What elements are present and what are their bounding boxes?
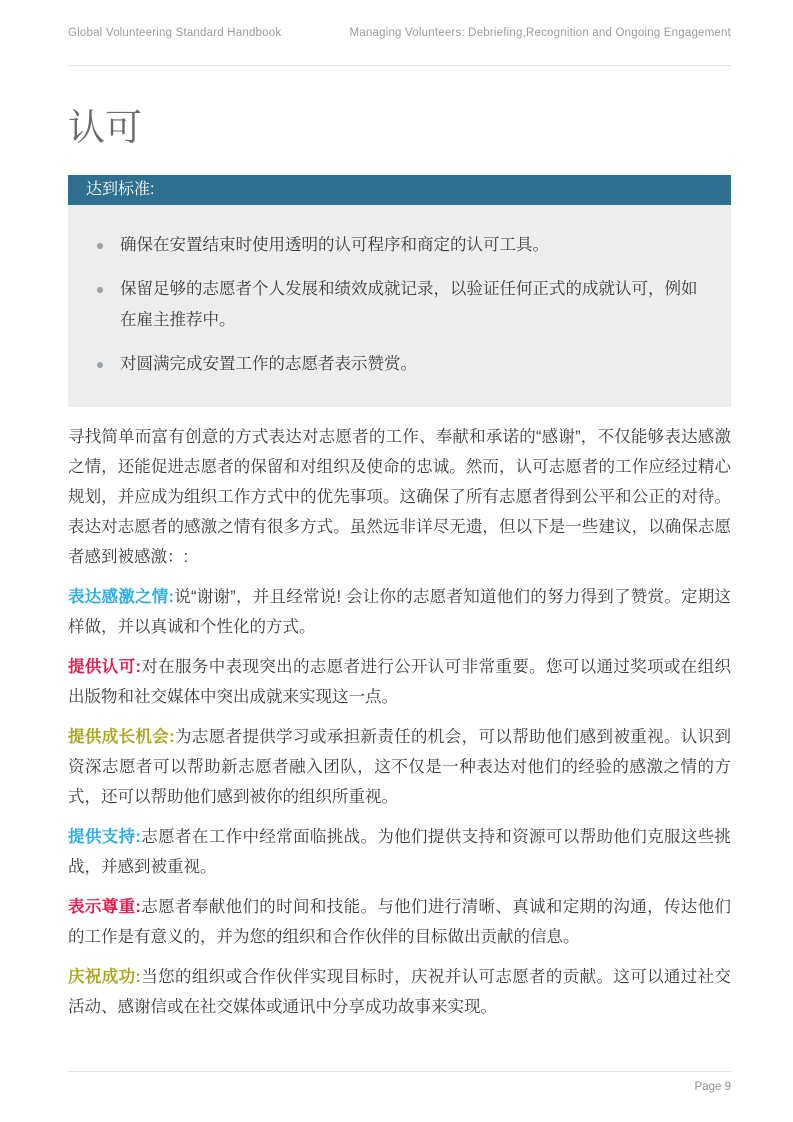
suggestion-text: 为志愿者提供学习或承担新责任的机会，可以帮助他们感到被重视。认识到资深志愿者可以帮助新志愿者融入团队，这不仅是一种表达对他们的经验的感激之情的方式，还可以帮助他们感到被你的组织所重视。 bbox=[68, 728, 732, 806]
suggestion-paragraph bbox=[68, 582, 731, 642]
body-content bbox=[68, 422, 731, 1022]
page-title: 认可 bbox=[68, 108, 142, 149]
suggestion-paragraph bbox=[68, 722, 731, 812]
chapter-title: Managing Volunteers: Debriefing,Recognition and Ongoing Engagement bbox=[349, 27, 731, 39]
list-item bbox=[88, 349, 701, 380]
suggestion-label: 提供认可: bbox=[68, 658, 141, 676]
standards-body bbox=[68, 205, 731, 407]
handbook-title: Global Volunteering Standard Handbook bbox=[68, 27, 282, 39]
bullet-icon bbox=[97, 362, 103, 368]
list-item bbox=[88, 274, 701, 336]
suggestion-paragraph bbox=[68, 652, 731, 712]
suggestion-text: 志愿者在工作中经常面临挑战。为他们提供支持和资源可以帮助他们克服这些挑战，并感到被重视。 bbox=[68, 828, 732, 876]
suggestion-text: 对在服务中表现突出的志愿者进行公开认可非常重要。您可以通过奖项或在组织出版物和社交媒体中突出成就来实现这一点。 bbox=[68, 658, 732, 706]
page-number: Page 9 bbox=[694, 1081, 731, 1093]
suggestion-paragraph bbox=[68, 892, 731, 952]
standards-heading-bar bbox=[68, 175, 731, 205]
bullet-icon bbox=[97, 287, 103, 293]
bullet-icon bbox=[97, 243, 103, 249]
suggestion-paragraph bbox=[68, 822, 731, 882]
suggestion-paragraph bbox=[68, 962, 731, 1022]
standards-heading: 达到标准: bbox=[86, 181, 155, 198]
header-divider bbox=[68, 65, 731, 66]
standards-callout-box bbox=[68, 175, 731, 407]
suggestion-label: 提供支持: bbox=[68, 828, 141, 846]
list-item-text: 保留足够的志愿者个人发展和绩效成就记录，以验证任何正式的成就认可，例如在雇主推荐中。 bbox=[120, 280, 698, 329]
suggestion-label: 提供成长机会: bbox=[68, 728, 175, 746]
suggestion-text: 说“谢谢”，并且经常说! 会让你的志愿者知道他们的努力得到了赞赏。定期这样做，并以真诚和个性化的方式。 bbox=[68, 588, 731, 636]
suggestion-label: 表达感激之情: bbox=[68, 588, 175, 606]
suggestion-text: 志愿者奉献他们的时间和技能。与他们进行清晰、真诚和定期的沟通，传达他们的工作是有意义的，并为您的组织和合作伙伴的目标做出贡献的信息。 bbox=[68, 898, 732, 946]
list-item bbox=[88, 230, 701, 261]
list-item-text: 对圆满完成安置工作的志愿者表示赞赏。 bbox=[120, 355, 417, 373]
intro-paragraph: 寻找简单而富有创意的方式表达对志愿者的工作、奉献和承诺的“感谢”，不仅能够表达感激之情，还能促进志愿者的保留和对组织及使命的忠诚。然而，认可志愿者的工作应经过精心规划，并应成为组织工作方式中的优先事项。这确保了所有志愿者得到公平和公正的对待。表达对志愿者的感激之情有很多方式。虽然远非详尽无遗，但以下是一些建议，以确保志愿者感到被感激：: bbox=[68, 428, 731, 566]
running-header bbox=[68, 27, 731, 39]
suggestion-label: 庆祝成功: bbox=[68, 968, 141, 986]
standards-list bbox=[88, 230, 701, 380]
list-item-text: 确保在安置结束时使用透明的认可程序和商定的认可工具。 bbox=[120, 236, 549, 254]
suggestion-text: 当您的组织或合作伙伴实现目标时，庆祝并认可志愿者的贡献。这可以通过社交活动、感谢信或在社交媒体或通讯中分享成功故事来实现。 bbox=[68, 968, 732, 1016]
suggestion-label: 表示尊重: bbox=[68, 898, 141, 916]
page-footer bbox=[68, 1071, 731, 1093]
